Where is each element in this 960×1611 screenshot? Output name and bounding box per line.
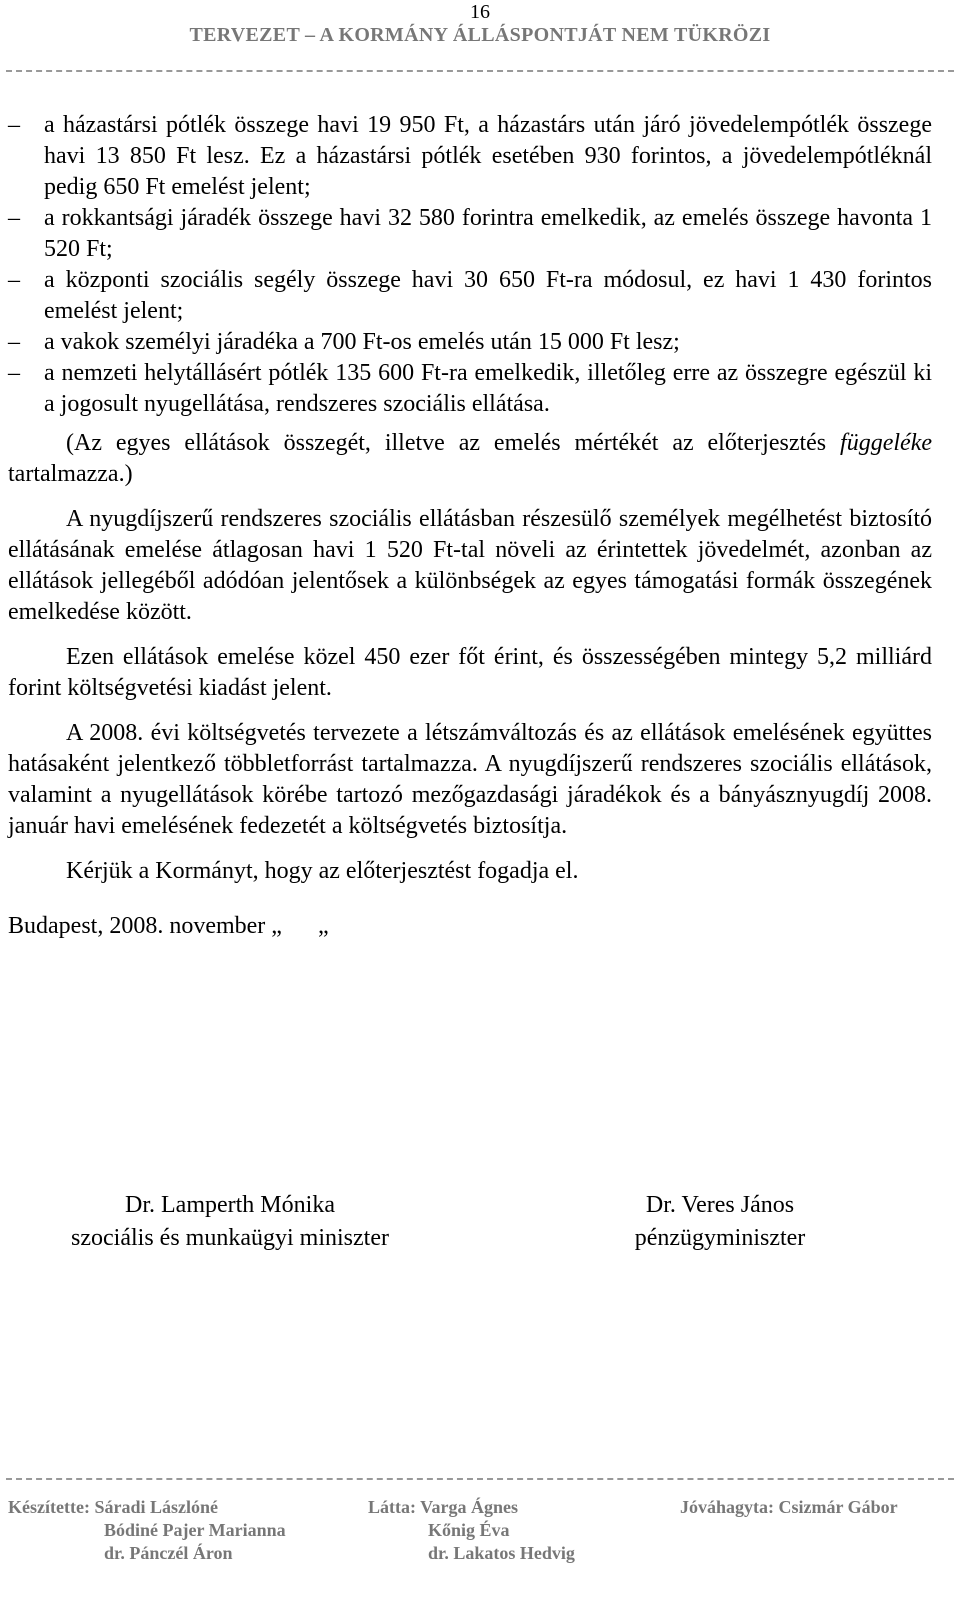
footer-seen: [368, 1496, 575, 1565]
signatory-name: Dr. Lamperth Mónika: [125, 1192, 335, 1218]
list-item: – a nemzeti helytállásért pótlék 135 600 Ft-ra emelkedik, illetőleg erre az összegre egészül ki a jogosult nyugellátása, rendszeres szociális ellátása.: [8, 360, 932, 417]
list-item: – a rokkantsági járadék összege havi 32 580 forintra emelkedik, az emelés összege havonta 1 520 Ft;: [8, 205, 932, 262]
appendix-word: függeléke: [840, 430, 932, 456]
seen-by-2: Kőnig Éva: [428, 1520, 510, 1540]
appendix-note: (Az egyes ellátások összegét, illetve az emelés mértékét az előterjesztés függeléke tartalmazza.): [8, 430, 932, 487]
page-number: 16: [470, 1, 490, 23]
seen-by-3: dr. Lakatos Hedvig: [428, 1543, 575, 1563]
approved-by: Jóváhagyta: Csizmár Gábor: [680, 1497, 898, 1517]
signatory-name: Dr. Veres János: [645, 1192, 795, 1218]
footer-prepared: [8, 1496, 286, 1565]
date-line: Budapest, 2008. november „ „: [8, 913, 329, 939]
signatory-title: szociális és munkaügyi miniszter: [71, 1225, 389, 1251]
draft-header: TERVEZET – A KORMÁNY ÁLLÁSPONTJÁT NEM TÜKRÖZI: [189, 24, 771, 46]
list-item: – a házastársi pótlék összege havi 19 950 Ft, a házastárs után járó jövedelempótlék összege havi 13 850 Ft lesz. Ez a házastársi pótlék esetében 930 forintos, a jövedelempótléknál pedig 650 Ft emelést jelent;: [8, 112, 932, 200]
prepared-by: Készítette: Sáradi Lászlóné: [8, 1497, 218, 1517]
seen-by: Látta: Varga Ágnes: [368, 1497, 519, 1517]
signature-left: [30, 1189, 430, 1255]
signature-right: [560, 1189, 880, 1255]
paragraph: Kérjük a Kormányt, hogy az előterjesztést fogadja el.: [66, 858, 579, 884]
list-item: – a vakok személyi járadéka a 700 Ft-os emelés után 15 000 Ft lesz;: [8, 327, 932, 358]
dash-bullet: –: [8, 360, 20, 386]
dash-bullet: –: [8, 205, 20, 231]
footer-approved: [680, 1496, 898, 1519]
list-item: – a központi szociális segély összege havi 30 650 Ft-ra módosul, ez havi 1 430 forintos emelést jelent;: [8, 267, 932, 324]
prepared-by-2: Bódiné Pajer Marianna: [104, 1520, 286, 1540]
dash-bullet: –: [8, 112, 20, 138]
header-rule: [6, 70, 954, 72]
footer-rule: [6, 1478, 954, 1480]
paragraph: A nyugdíjszerű rendszeres szociális ellátásban részesülő személyek megélhetést biztosító ellátásának emelése átlagosan havi 1 520 Ft-tal növeli az érintettek jövedelmét, azonban az ellátások jellegéből adódóan jelentősek a különbségek az egyes támogatási formák összegének emelkedése között.: [8, 506, 932, 625]
paragraph: Ezen ellátások emelése közel 450 ezer főt érint, és összességében mintegy 5,2 milliárd forint költségvetési kiadást jelent.: [8, 644, 932, 701]
dash-bullet: –: [8, 329, 20, 355]
paragraph: A 2008. évi költségvetés tervezete a létszámváltozás és az ellátások emelésének együttes hatásaként jelentkező többletforrást tartalmazza. A nyugdíjszerű rendszeres szociális ellátások, valamint a nyugellátások körébe tartozó mezőgazdasági járadékok és a bányásznyugdíj 2008. január havi emelésének fedezetét a költségvetés biztosítja.: [8, 720, 932, 839]
allowance-list: [8, 110, 932, 420]
document-body: [8, 110, 932, 956]
dash-bullet: –: [8, 267, 20, 293]
signatory-title: pénzügyminiszter: [634, 1225, 806, 1251]
prepared-by-3: dr. Pánczél Áron: [104, 1543, 233, 1563]
